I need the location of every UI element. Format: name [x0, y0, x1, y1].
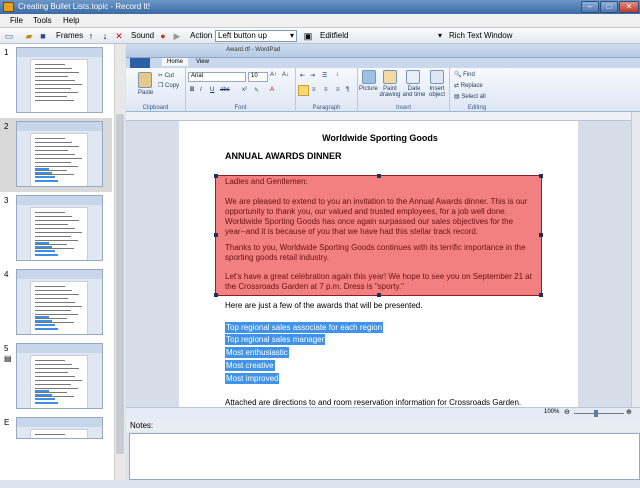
list-item: Most creative: [226, 361, 274, 370]
control-select[interactable]: Editfield ▾: [320, 31, 442, 40]
save-icon[interactable]: ■: [40, 31, 46, 41]
find-button[interactable]: 🔍 Find: [454, 72, 475, 78]
frame-thumbnail[interactable]: [0, 266, 112, 340]
clipboard-group-label: Clipboard: [142, 105, 169, 111]
doc-greeting: Ladies and Gentlemen:: [225, 177, 308, 186]
frame-thumbnail[interactable]: [0, 340, 112, 414]
menu-help[interactable]: Help: [63, 16, 80, 25]
resize-handle[interactable]: [539, 174, 543, 178]
open-folder-icon[interactable]: ▰: [25, 31, 33, 41]
font-group: [186, 68, 296, 112]
title-bar: [0, 0, 640, 14]
doc-para-line: Thanks to you, Worldwide Sporting Goods continues with its terrific importance in the: [225, 243, 526, 252]
wordpad-tabs: [126, 58, 640, 68]
close-button[interactable]: ✕: [619, 1, 639, 13]
justify-icon[interactable]: ≡: [336, 87, 340, 93]
align-left-icon[interactable]: [298, 85, 309, 96]
move-down-icon[interactable]: ↓: [102, 31, 108, 41]
resize-handle[interactable]: [377, 293, 381, 297]
insert-object-button[interactable]: Insert object: [428, 86, 445, 98]
frame-number: 2: [4, 122, 9, 131]
tab-home[interactable]: Home: [162, 58, 188, 66]
tab-view[interactable]: View: [196, 59, 209, 65]
document-scrollbar[interactable]: [631, 112, 640, 407]
paragraph-group-label: Paragraph: [312, 105, 341, 111]
bold-button[interactable]: B: [190, 87, 195, 93]
resize-handle[interactable]: [377, 174, 381, 178]
align-right-icon[interactable]: ≡: [324, 87, 328, 93]
resize-handle[interactable]: [214, 174, 218, 178]
list-item: Most improved: [226, 374, 279, 383]
strikethrough-button[interactable]: abc: [220, 87, 230, 93]
list-item: Most enthusiastic: [226, 348, 288, 357]
wordpad-title-bar: [126, 44, 640, 58]
calendar-icon[interactable]: [406, 70, 420, 84]
paragraph-group: [296, 68, 358, 112]
frame-number: 3: [4, 196, 9, 205]
doc-intro: Here are just a few of the awards that will be presented.: [225, 301, 423, 310]
doc-para-line: We are pleased to extend to you an invitation to the Annual Awards dinner. This is our: [225, 197, 528, 206]
paste-icon[interactable]: [138, 72, 152, 88]
zoom-level: 100%: [544, 409, 560, 415]
picture-icon[interactable]: [362, 70, 376, 84]
frame-image: [16, 343, 103, 409]
select-all-button[interactable]: ▤ Select all: [454, 94, 486, 100]
frame-image: [16, 417, 103, 439]
cut-button[interactable]: ✂ Cut: [158, 73, 175, 79]
list-icon[interactable]: ☰: [322, 73, 328, 79]
window-type-label: Rich Text Window: [449, 31, 513, 40]
frame-number: 5: [4, 344, 9, 353]
wordpad-title: Award.rtf - WordPad: [226, 47, 281, 53]
frame-thumbnail[interactable]: [0, 44, 112, 118]
scroll-thumb[interactable]: [116, 114, 124, 454]
paint-drawing-button[interactable]: Paint drawing: [379, 86, 401, 98]
zoom-slider-thumb[interactable]: [594, 410, 598, 417]
paste-button[interactable]: Paste: [138, 90, 154, 96]
copy-button[interactable]: ❐ Copy: [158, 83, 180, 89]
frame-image: [16, 47, 103, 113]
new-icon[interactable]: ▭: [4, 31, 14, 41]
object-icon[interactable]: [430, 70, 444, 84]
editing-group-label: Editing: [467, 105, 487, 111]
frame-image: [16, 121, 103, 187]
paint-icon[interactable]: [383, 70, 397, 84]
move-up-icon[interactable]: ↑: [88, 31, 94, 41]
frame-number: 1: [4, 48, 9, 57]
menu-file[interactable]: File: [10, 16, 23, 25]
doc-para-line: year--and it is because of you that we have had this stellar track record.: [225, 227, 479, 236]
notes-textarea[interactable]: [129, 433, 640, 480]
chevron-down-icon: ▾: [437, 31, 442, 40]
editing-group: [450, 68, 504, 112]
frame-number: 4: [4, 270, 9, 279]
minimize-button[interactable]: –: [581, 1, 599, 13]
ruler: [126, 112, 631, 121]
font-size-select[interactable]: 10: [248, 72, 268, 82]
frame-image: [16, 269, 103, 335]
zoom-slider[interactable]: [574, 413, 624, 414]
doc-para-line: Worldwide Sporting Goods has once again surpassed our sales objectives for the: [225, 217, 514, 226]
shrink-font-icon[interactable]: A↓: [282, 72, 290, 78]
delete-frame-icon[interactable]: ✕: [115, 31, 123, 41]
align-center-icon[interactable]: ≡: [312, 87, 316, 93]
doc-para-line: sporting goods retail industry.: [225, 253, 329, 262]
doc-para-line: Let's have a great celebration again this year! We hope to see you on September 21 at: [225, 272, 532, 281]
doc-para-line: the Crossroads Garden at 7 p.m. Dress is "sporty.": [225, 282, 404, 291]
doc-heading: Worldwide Sporting Goods: [322, 133, 438, 143]
font-color-icon[interactable]: A: [270, 87, 275, 93]
app-menu-button[interactable]: [130, 58, 150, 68]
insert-group-label: Insert: [395, 105, 411, 111]
frames-scrollbar[interactable]: [114, 44, 125, 480]
line-spacing-icon[interactable]: ↕: [336, 72, 339, 78]
zoom-out-icon[interactable]: ⊖: [564, 409, 570, 416]
paragraph-icon[interactable]: ¶: [346, 87, 350, 93]
record-icon[interactable]: ●: [160, 31, 166, 41]
note-icon: ▤: [4, 354, 12, 363]
frame-number: E: [4, 418, 10, 427]
doc-closing: Attached are directions to and room reservation information for Crossroads Garden.: [225, 398, 522, 407]
notes-label: Notes:: [130, 421, 154, 430]
menu-tools[interactable]: Tools: [33, 16, 52, 25]
clipboard-group: [126, 68, 186, 112]
font-name-select[interactable]: Arial: [188, 72, 246, 82]
font-group-label: Font: [234, 105, 247, 111]
superscript-icon[interactable]: x²: [242, 87, 247, 93]
chevron-down-icon: ▾: [289, 31, 294, 40]
doc-para-line: opportunity to thank you, our valued and trusted employees, for a job well done.: [225, 207, 507, 216]
list-item: Top regional sales manager: [226, 335, 325, 344]
doc-subheading: ANNUAL AWARDS DINNER: [225, 151, 342, 161]
replace-button[interactable]: ⇄ Replace: [454, 83, 483, 89]
wordpad-status-bar: [126, 407, 640, 418]
ribbon: [126, 68, 640, 112]
underline-button[interactable]: U: [210, 87, 215, 93]
frame-thumbnail[interactable]: [0, 414, 112, 488]
maximize-button[interactable]: □: [600, 1, 618, 13]
resize-handle[interactable]: [214, 293, 218, 297]
frame-thumbnail[interactable]: [0, 192, 112, 266]
insert-group: [358, 68, 450, 112]
list-item: Top regional sales associate for each region: [226, 323, 383, 332]
resize-handle[interactable]: [214, 233, 218, 237]
zoom-in-icon[interactable]: ⊕: [626, 409, 632, 416]
sound-label: Sound: [131, 31, 155, 40]
decrease-indent-icon[interactable]: ⇤: [300, 73, 306, 79]
menu-bar: [0, 14, 640, 28]
app-icon: [3, 2, 14, 12]
italic-button[interactable]: I: [200, 87, 202, 93]
toolbar: [0, 28, 640, 44]
frame-thumbnail[interactable]: [0, 118, 112, 192]
grow-font-icon[interactable]: A↑: [270, 72, 278, 78]
picture-button[interactable]: Picture: [359, 86, 378, 92]
frame-image: [16, 195, 103, 261]
resize-handle[interactable]: [539, 293, 543, 297]
frames-label: Frames: [56, 31, 84, 40]
notes-header: [126, 418, 640, 432]
action-label: Action: [190, 31, 213, 40]
window-title: Creating Bullet Lists.topic - Record It!: [18, 2, 151, 11]
resize-handle[interactable]: [539, 233, 543, 237]
increase-indent-icon[interactable]: ⇥: [310, 73, 316, 79]
highlight-icon[interactable]: ✎: [254, 88, 260, 94]
action-select[interactable]: Left button up ▾: [215, 30, 297, 42]
control-type-icon[interactable]: ▣: [303, 31, 313, 41]
date-time-button[interactable]: Date and time: [402, 86, 426, 98]
play-icon[interactable]: ▶: [173, 31, 181, 41]
